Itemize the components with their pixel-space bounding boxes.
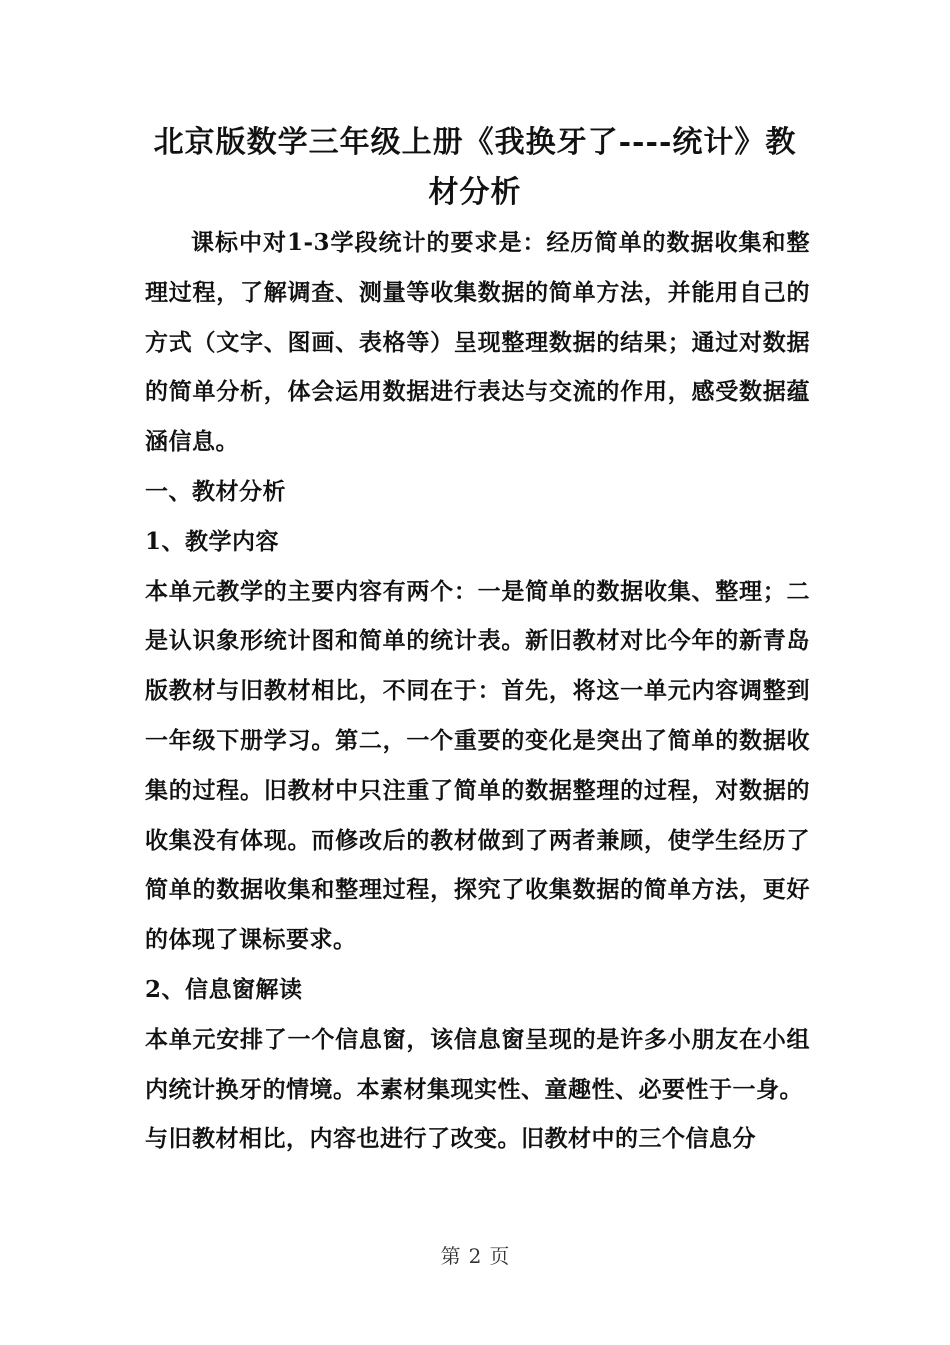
- page-number-suffix: 页: [489, 1244, 510, 1268]
- section-heading-textbook-analysis: 一、教材分析: [145, 477, 286, 505]
- subsection-heading-teaching-content: 1、教学内容: [145, 527, 280, 555]
- comparison-paragraph: 与旧教材相比，内容也进行了改变。旧教材中的三个信息分: [145, 1125, 756, 1153]
- page-footer: [0, 1240, 950, 1269]
- page-number-prefix: 第: [440, 1244, 461, 1268]
- document-body: [145, 218, 810, 1164]
- subsection-heading-info-window: 2、信息窗解读: [145, 975, 303, 1003]
- page-number: 2: [468, 1244, 482, 1268]
- info-window-paragraph: 本单元安排了一个信息窗，该信息窗呈现的是许多小朋友在小组内统计换牙的情境。本素材集现实性、童趣性、必要性于一身。: [145, 1025, 810, 1103]
- document-title: 北京版数学三年级上册《我换牙了----统计》教材分析: [153, 125, 797, 210]
- teaching-content-paragraph: 本单元教学的主要内容有两个：一是简单的数据收集、整理；二是认识象形统计图和简单的统计表。新旧教材对比今年的新青岛版教材与旧教材相比，不同在于：首先，将这一单元内容调整到一年级下册学习。第二，一个重要的变化是突出了简单的数据收集的过程。旧教材中只注重了简单的数据整理的过程，对数据的收集没有体现。而修改后的教材做到了两者兼顾，使学生经历了简单的数据收集和整理过程，探究了收集数据的简单方法，更好的体现了课标要求。: [145, 577, 810, 954]
- intro-paragraph: 课标中对1-3学段统计的要求是：经历简单的数据收集和整理过程，了解调查、测量等收集数据的简单方法，并能用自己的方式（文字、图画、表格等）呈现整理数据的结果；通过对数据的简单分析，体会运用数据进行表达与交流的作用，感受数据蕴涵信息。: [145, 229, 810, 456]
